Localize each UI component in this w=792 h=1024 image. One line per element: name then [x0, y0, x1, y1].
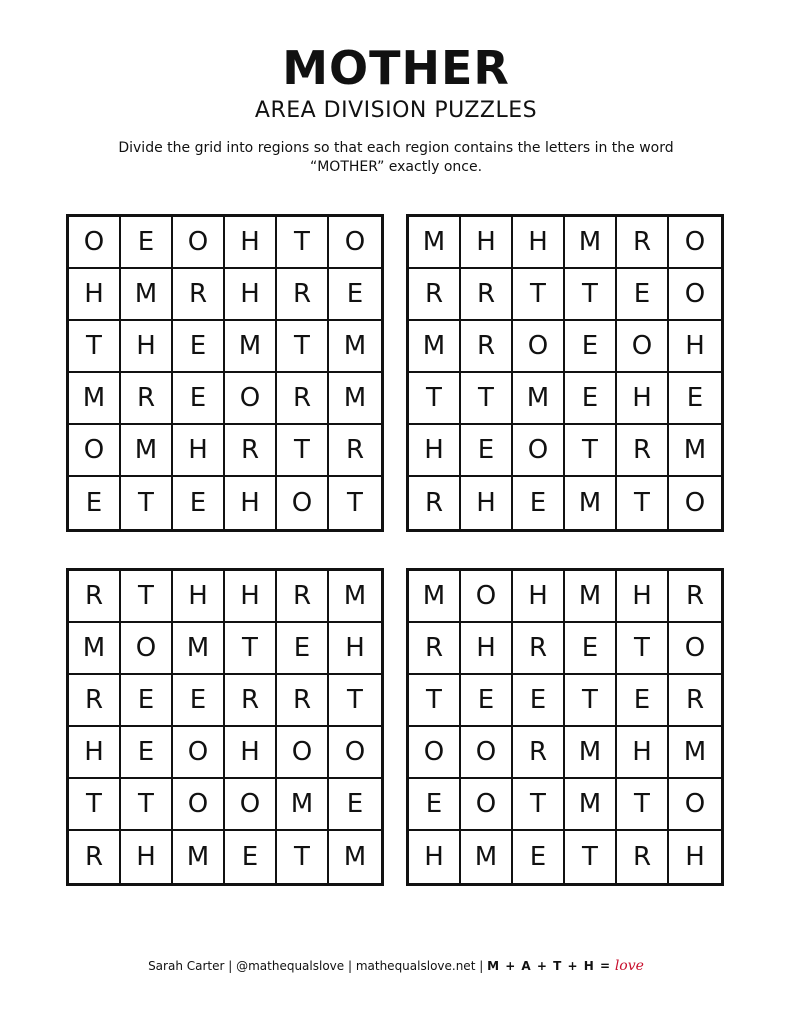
grid-cell: E [669, 373, 721, 425]
grid-cell: O [225, 779, 277, 831]
grid-cell: R [277, 675, 329, 727]
grid-cell: O [121, 623, 173, 675]
grid-cell: O [684, 488, 706, 518]
grid-cell: R [617, 217, 669, 269]
grid-cell: H [225, 477, 277, 529]
grid-cell: R [617, 425, 669, 477]
grid-cell: O [617, 321, 669, 373]
grid-cell: H [173, 571, 225, 623]
grid-cell: E [173, 321, 225, 373]
grid-cell: R [69, 831, 121, 883]
grid-cell: O [173, 779, 225, 831]
grid-cell: T [347, 488, 363, 518]
grid-cell: M [513, 373, 565, 425]
grid-cell: R [669, 675, 721, 727]
grid-cell: O [277, 477, 329, 529]
grid-cell: R [69, 571, 121, 623]
grid-cell: E [513, 831, 565, 883]
grid-cell: H [173, 425, 225, 477]
footer-brand: M + A + T + H = [487, 959, 611, 973]
page-subtitle: AREA DIVISION PUZZLES [254, 98, 538, 123]
grid-cell: H [513, 217, 565, 269]
grid-cell: T [277, 321, 329, 373]
page-title: MOTHER [282, 41, 510, 95]
grid-cell: H [513, 571, 565, 623]
grid-cell: O [669, 217, 721, 269]
grid-cell: E [329, 269, 381, 321]
grid-cell: H [617, 571, 669, 623]
grid-cell: O [329, 217, 381, 269]
grid-cell: R [69, 675, 121, 727]
grid-cell: E [565, 623, 617, 675]
grid-cell: T [461, 373, 513, 425]
puzzle-grid-1 [66, 214, 384, 532]
grid-cell: R [617, 831, 669, 883]
grid-cell: O [69, 217, 121, 269]
grid-cell: O [173, 727, 225, 779]
grid-cell: T [617, 779, 669, 831]
grid-cell: R [409, 477, 461, 529]
grid-cell: M [565, 477, 617, 529]
grid-cell: M [173, 623, 225, 675]
grid-cell: T [617, 477, 669, 529]
grid-cell: M [173, 831, 225, 883]
grid-cell: O [461, 727, 513, 779]
grid-cell: M [565, 779, 617, 831]
grid-cell: M [225, 321, 277, 373]
grid-cell: R [409, 269, 461, 321]
grid-cell: T [565, 831, 617, 883]
grid-cell: T [69, 321, 121, 373]
grid-cell: E [617, 675, 669, 727]
grid-cell: M [565, 571, 617, 623]
grid-cell: M [277, 779, 329, 831]
grid-cell: O [669, 623, 721, 675]
grid-cell: H [617, 727, 669, 779]
grid-cell: T [225, 623, 277, 675]
grid-cell: M [121, 269, 173, 321]
grid-cell: E [513, 675, 565, 727]
grid-cell: E [121, 217, 173, 269]
grid-cell: O [69, 425, 121, 477]
grid-cell: E [277, 623, 329, 675]
footer-love-logo: love [614, 958, 644, 974]
grid-cell: E [565, 373, 617, 425]
grid-cell: H [461, 623, 513, 675]
grid-cell: H [409, 425, 461, 477]
grid-cell: T [513, 269, 565, 321]
grid-cell: R [173, 269, 225, 321]
grid-cell: T [329, 675, 381, 727]
grid-cell: H [225, 269, 277, 321]
grid-cell: E [225, 831, 277, 883]
grid-cell: T [565, 425, 617, 477]
grid-cell: H [225, 571, 277, 623]
grid-cell: O [173, 217, 225, 269]
grid-cell: O [461, 571, 513, 623]
grid-cell: O [225, 373, 277, 425]
grid-cell: O [513, 425, 565, 477]
grid-cell: H [69, 727, 121, 779]
grid-cell: R [121, 373, 173, 425]
grid-cell: E [409, 779, 461, 831]
grid-cell: O [277, 727, 329, 779]
grid-cell: T [513, 779, 565, 831]
grid-cell: M [409, 571, 461, 623]
puzzle-grid-4 [406, 568, 724, 886]
grid-cell: M [669, 727, 721, 779]
grid-cell: E [617, 269, 669, 321]
grid-cell: E [329, 779, 381, 831]
grid-cell: H [409, 831, 461, 883]
grid-cell: H [225, 217, 277, 269]
grid-cell: E [173, 373, 225, 425]
grid-cell: H [225, 727, 277, 779]
grid-cell: H [617, 373, 669, 425]
grid-cell: E [121, 675, 173, 727]
grid-cell: E [173, 477, 225, 529]
grid-cell: M [461, 831, 513, 883]
grid-cell: H [461, 477, 513, 529]
grid-cell: T [277, 425, 329, 477]
grid-cell: T [409, 373, 461, 425]
grid-cell: R [277, 269, 329, 321]
grid-cell: H [121, 321, 173, 373]
grid-cell: R [513, 623, 565, 675]
grid-cell: H [461, 217, 513, 269]
grid-cell: M [343, 842, 367, 872]
grid-cell: R [513, 727, 565, 779]
grid-cell: E [565, 321, 617, 373]
grid-cell: M [329, 373, 381, 425]
grid-cell: O [669, 779, 721, 831]
grid-cell: T [121, 477, 173, 529]
grid-cell: M [329, 321, 381, 373]
grid-cell: M [409, 321, 461, 373]
grid-cell: E [173, 675, 225, 727]
grid-cell: H [669, 321, 721, 373]
grid-cell: R [461, 321, 513, 373]
grid-cell: M [565, 727, 617, 779]
grid-cell: O [409, 727, 461, 779]
grid-cell: R [329, 425, 381, 477]
footer [0, 958, 792, 974]
grid-cell: T [565, 269, 617, 321]
grid-cell: O [461, 779, 513, 831]
grid-cell: H [69, 269, 121, 321]
grid-cell: T [121, 779, 173, 831]
puzzle-grid-3 [66, 568, 384, 886]
grid-cell: T [69, 779, 121, 831]
grid-cell: E [461, 675, 513, 727]
grid-cell: M [121, 425, 173, 477]
grid-cell: R [225, 675, 277, 727]
grid-cell: O [669, 269, 721, 321]
grid-cell: O [513, 321, 565, 373]
grid-cell: E [121, 727, 173, 779]
grid-cell: M [69, 373, 121, 425]
grid-cell: T [565, 675, 617, 727]
grid-cell: O [329, 727, 381, 779]
grid-cell: H [329, 623, 381, 675]
grid-cell: M [565, 217, 617, 269]
grid-cell: E [69, 477, 121, 529]
grid-cell: T [277, 217, 329, 269]
grid-cell: E [513, 477, 565, 529]
grid-cell: R [409, 623, 461, 675]
grid-cell: H [685, 842, 705, 872]
footer-credits: Sarah Carter | @mathequalslove | mathequalslove.net | [148, 959, 488, 973]
grid-cell: M [669, 425, 721, 477]
grid-cell: T [121, 571, 173, 623]
grid-cell: R [277, 571, 329, 623]
grid-cell: R [225, 425, 277, 477]
grid-cell: T [617, 623, 669, 675]
grid-cell: E [461, 425, 513, 477]
grid-cell: R [461, 269, 513, 321]
grid-cell: R [669, 571, 721, 623]
grid-cell: R [277, 373, 329, 425]
grid-cell: M [69, 623, 121, 675]
grid-cell: M [409, 217, 461, 269]
grid-cell: M [329, 571, 381, 623]
grid-cell: T [277, 831, 329, 883]
instructions: Divide the grid into regions so that each region contains the letters in the word “MOTHER” exactly once. [118, 140, 674, 175]
puzzle-grid-2 [406, 214, 724, 532]
grid-cell: H [121, 831, 173, 883]
grid-cell: T [409, 675, 461, 727]
